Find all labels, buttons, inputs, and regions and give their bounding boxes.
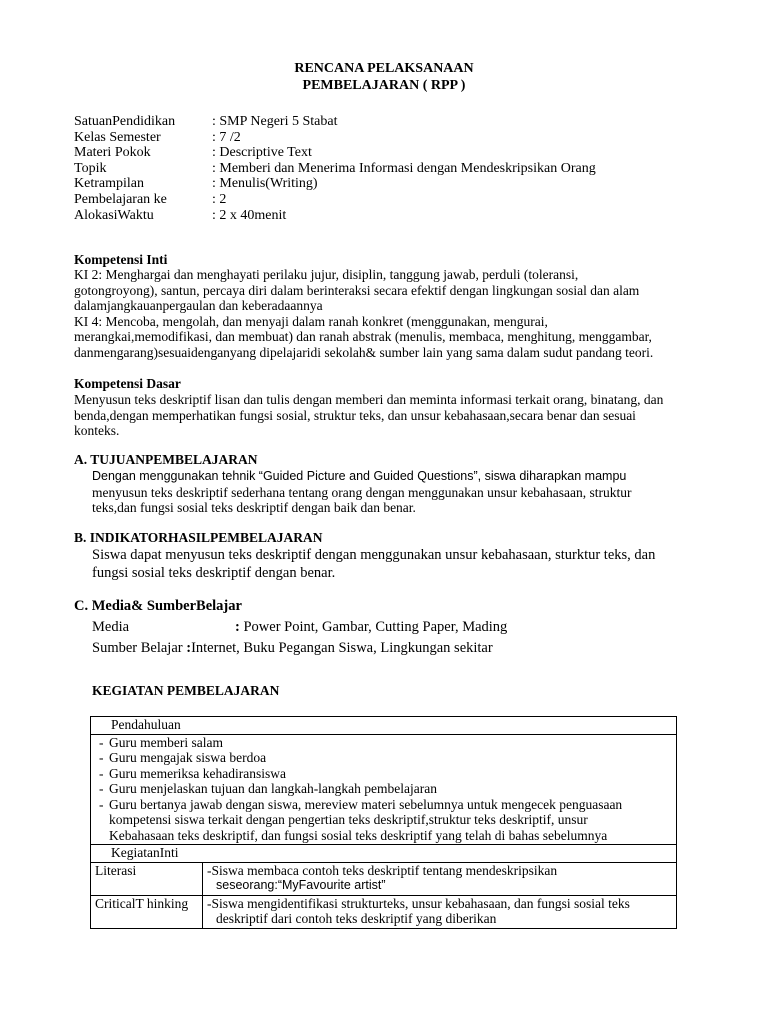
- pendahuluan-cell: [91, 734, 677, 845]
- media-value: Power Point, Gambar, Cutting Paper, Mading: [239, 619, 508, 635]
- list-item: - Guru menjelaskan tujuan dan langkah-langkah pembelajaran: [99, 781, 438, 796]
- identity-value: : Descriptive Text: [212, 145, 312, 161]
- pendahuluan-header-row: [91, 717, 677, 735]
- identity-block: [74, 114, 596, 223]
- kegiatan-inti-label: KegiatanInti: [91, 845, 677, 863]
- list-item-continued: [99, 828, 672, 844]
- list-item: - Guru memeriksa kehadiransiswa: [99, 765, 286, 781]
- identity-label: Ketrampilan: [74, 176, 144, 192]
- sumber-value: Internet, Buku Pegangan Siswa, Lingkungan sekitar: [191, 640, 493, 656]
- identity-row: [74, 161, 596, 177]
- kd-line: Menyusun teks deskriptif lisan dan tulis dengan memberi dan meminta informasi terkait orang, binatang, dan: [74, 392, 664, 407]
- identity-label: AlokasiWaktu: [74, 207, 154, 223]
- activity-label: CriticalT hinking: [91, 895, 203, 928]
- list-item: - Guru mengajak siswa berdoa: [99, 750, 267, 765]
- list-item-text: Guru mengajak siswa berdoa: [109, 750, 267, 765]
- sumber-belajar-row: [92, 639, 702, 657]
- sumber-label: Sumber Belajar: [92, 640, 187, 656]
- tujuan-line: teks,dan fungsi sosial teks deskriptif dengan baik dan benar.: [92, 500, 416, 515]
- ki-line: gotongroyong), santun, percaya diri dalam berinteraksi secara efektif dengan lingkungan sosial dan alam: [74, 282, 640, 298]
- identity-value: : 2: [212, 191, 227, 207]
- media-colon: :: [235, 619, 240, 635]
- list-item-text: Kebahasaan teks deskriptif, dan fungsi sosial teks deskriptif yang telah di bahas sebelumnya: [109, 827, 608, 843]
- kompetensi-dasar-text: [74, 392, 714, 439]
- ki-line: danmengarang)sesuaidenganyang dipelajaridi sekolah& sumber lain yang sama dalam sudut pandang teori.: [74, 344, 654, 360]
- list-item-continued: [99, 812, 672, 828]
- kompetensi-inti-text: [74, 267, 714, 361]
- list-item-text: Guru bertanya jawab dengan siswa, mereview materi sebelumnya untuk mengecek penguasaan: [109, 796, 623, 812]
- indikator-heading: B. INDIKATORHASILPEMBELAJARAN: [74, 530, 323, 545]
- ki-line: merangkai,memodifikasi, dan membuat) dan ranah abstrak (menulis, membaca, menghitung, menggambar,: [74, 329, 652, 345]
- activity-line: -Siswa membaca contoh teks deskriptif tentang mendeskripsikan: [207, 862, 558, 878]
- list-item-text: kompetensi siswa terkait dengan pengertian teks deskriptif,struktur teks deskriptif, unsur: [109, 812, 588, 827]
- kd-line: benda,dengan memperhatikan fungsi sosial, struktur teks, dan unsur kebahasaan,secara benar dan sesuai: [74, 407, 636, 423]
- kegiatan-heading: KEGIATAN PEMBELAJARAN: [92, 683, 280, 698]
- kegiatan-inti-header-row: [91, 845, 677, 863]
- identity-value: : SMP Negeri 5 Stabat: [212, 114, 338, 129]
- list-item: - Guru bertanya jawab dengan siswa, mereview materi sebelumnya untuk mengecek penguasaan: [99, 796, 623, 812]
- activity-description: [203, 862, 677, 895]
- sumber-colon: :: [186, 640, 192, 656]
- pendahuluan-label: Pendahuluan: [91, 717, 677, 735]
- tujuan-line: menyusun teks deskriptif sederhana tentang orang dengan menggunakan unsur kebahasaan, struktur: [92, 485, 632, 500]
- document-title-line2: PEMBELAJARAN ( RPP ): [302, 78, 466, 93]
- identity-label: SatuanPendidikan: [74, 114, 176, 129]
- activity-line: deskriptif dari contoh teks deskriptif yang diberikan: [216, 911, 497, 926]
- kompetensi-dasar-heading: Kompetensi Dasar: [74, 376, 181, 391]
- activity-line: -Siswa mengidentifikasi strukturteks, unsur kebahasaan, dan fungsi sosial teks: [207, 895, 630, 911]
- list-item: - Guru memberi salam: [99, 734, 223, 750]
- identity-value: : 2 x 40menit: [212, 207, 287, 223]
- media-row: [92, 618, 702, 636]
- ki-line: dalamjangkauanpergaulan dan keberadaannya: [74, 298, 323, 314]
- activity-description: [203, 895, 677, 928]
- table-row: [91, 862, 677, 895]
- identity-row: [74, 192, 596, 208]
- identity-value: : Memberi dan Menerima Informasi dengan Mendeskripsikan Orang: [212, 160, 596, 176]
- ki-line: KI 2: Menghargai dan menghayati perilaku jujur, disiplin, tanggung jawab, perduli (toleransi,: [74, 267, 579, 282]
- tujuan-heading: A. TUJUANPEMBELAJARAN: [74, 452, 258, 467]
- list-item-text: Guru menjelaskan tujuan dan langkah-langkah pembelajaran: [109, 781, 438, 796]
- kd-line: konteks.: [74, 423, 120, 439]
- identity-row: [74, 208, 596, 224]
- identity-label: Pembelajaran ke: [74, 191, 167, 207]
- identity-label: Topik: [74, 160, 107, 176]
- media-label: Media: [92, 619, 130, 635]
- identity-row: [74, 114, 596, 130]
- tujuan-line: Dengan menggunakan tehnik “Guided Picture and Guided Questions”, siswa diharapkan mampu: [92, 469, 627, 483]
- identity-value: : Menulis(Writing): [212, 176, 318, 192]
- indikator-line: Siswa dapat menyusun teks deskriptif dengan menggunakan unsur kebahasaan, sturktur teks, dan: [92, 547, 656, 563]
- identity-label: Materi Pokok: [74, 145, 151, 161]
- document-title-line1: RENCANA PELAKSANAAN: [294, 61, 474, 76]
- activity-line: seseorang:“MyFavourite artist”: [216, 878, 386, 892]
- ki-line: KI 4: Mencoba, mengolah, dan menyaji dalam ranah konkret (menggunakan, mengurai,: [74, 313, 548, 329]
- pendahuluan-body-row: [91, 734, 677, 845]
- table-row: [91, 895, 677, 928]
- kompetensi-inti-heading: Kompetensi Inti: [74, 252, 168, 267]
- list-item-text: Guru memeriksa kehadiransiswa: [109, 765, 286, 781]
- identity-row: [74, 176, 596, 192]
- identity-row: [74, 145, 596, 161]
- identity-row: [74, 130, 596, 146]
- activity-label: Literasi: [91, 862, 203, 895]
- indikator-line: fungsi sosial teks deskriptif dengan benar.: [92, 565, 336, 581]
- media-heading: C. Media& SumberBelajar: [74, 598, 242, 614]
- kegiatan-table: [90, 716, 677, 929]
- pendahuluan-list: [99, 735, 672, 844]
- identity-value: : 7 /2: [212, 129, 241, 145]
- list-item-text: Guru memberi salam: [109, 734, 223, 750]
- identity-label: Kelas Semester: [74, 129, 161, 145]
